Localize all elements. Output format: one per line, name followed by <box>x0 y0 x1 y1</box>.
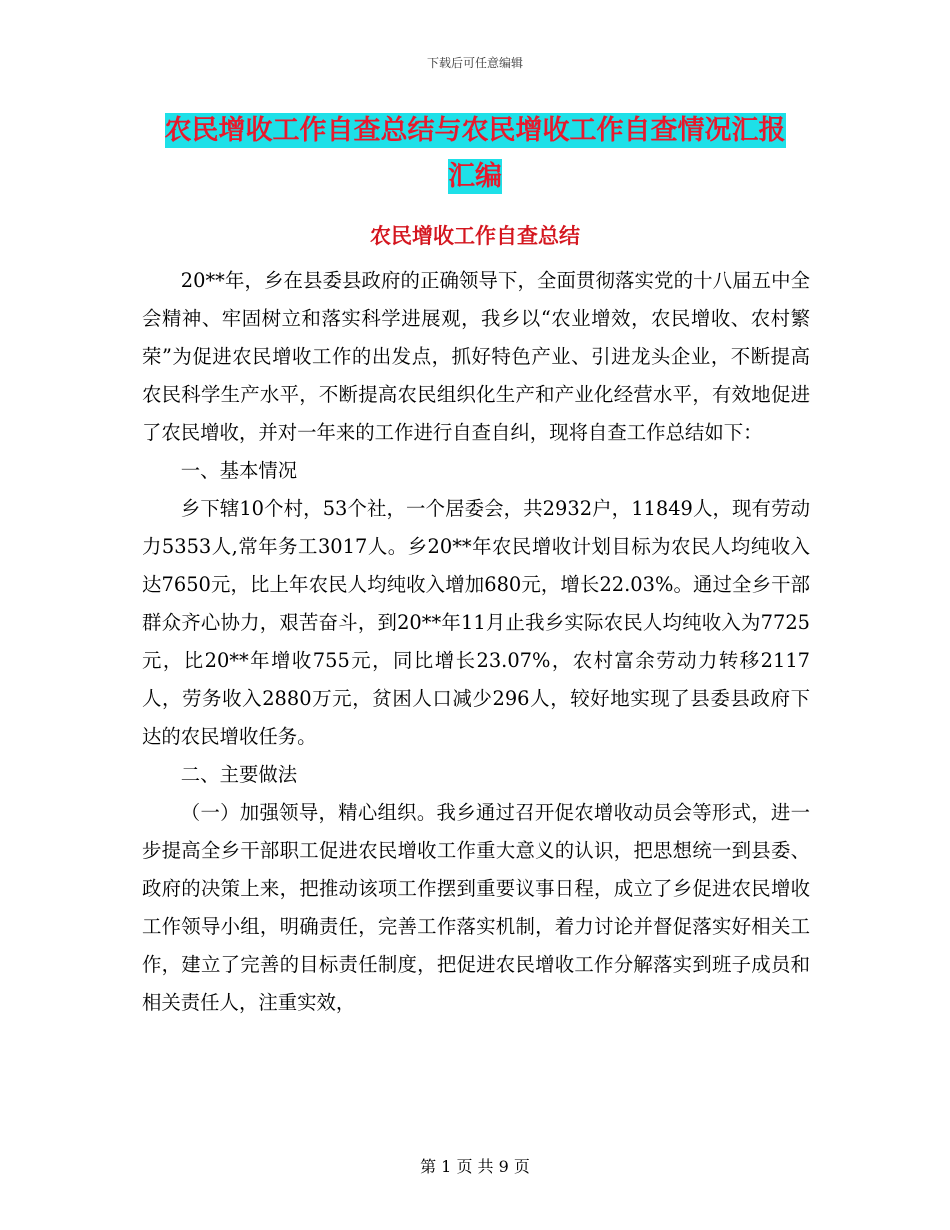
paragraph-methods-1: （一）加强领导，精心组织。我乡通过召开促农增收动员会等形式，进一步提高全乡干部职工促进农民增收工作重大意义的认识，把思想统一到县委、政府的决策上来，把推动该项工作摆到重要议事日程，成立了乡促进农民增收工作领导小组，明确责任，完善工作落实机制，着力讨论并督促落实好相关工作，建立了完善的目标责任制度，把促进农民增收工作分解落实到班子成员和相关责任人，注重实效， <box>142 801 810 1014</box>
paragraph-heading-methods: 二、主要做法 <box>180 763 298 786</box>
paragraph-basic-situation: 乡下辖10个村，53个社，一个居委会，共2932户，11849人，现有劳动力5353人,常年务工3017人。乡20**年农民增收计划目标为农民人均纯收入达7650元，比上年农民人均纯收入增加680元，增长22.03%。通过全乡干部群众齐心协力，艰苦奋斗，到20**年11月止我乡实际农民人均纯收入为7725元，比20**年增收755元，同比增长23.07%，农村富余劳动力转移2117人，劳务收入2880万元，贫困人口减少296人，较好地实现了县委县政府下达的农民增收任务。 <box>142 497 810 748</box>
document-title-line2: 汇编 <box>448 161 502 192</box>
page-number: 第 1 页 共 9 页 <box>420 1157 530 1176</box>
document-title-line1: 农民增收工作自查总结与农民增收工作自查情况汇报 <box>164 115 786 146</box>
section-title: 农民增收工作自查总结 <box>370 224 580 248</box>
document-title <box>140 108 810 200</box>
page-header-note: 下载后可任意编辑 <box>426 56 523 70</box>
paragraph-intro: 20**年，乡在县委县政府的正确领导下，全面贯彻落实党的十八届五中全会精神、牢固树立和落实科学进展观，我乡以“农业增效，农民增收、农村繁荣”为促进农民增收工作的出发点，抓好特色产业、引进龙头企业，不断提高农民科学生产水平，不断提高农民组织化生产和产业化经营水平，有效地促进了农民增收，并对一年来的工作进行自查自纠，现将自查工作总结如下： <box>142 269 810 444</box>
body-text <box>142 262 810 1022</box>
paragraph-heading-basic: 一、基本情况 <box>180 459 298 482</box>
